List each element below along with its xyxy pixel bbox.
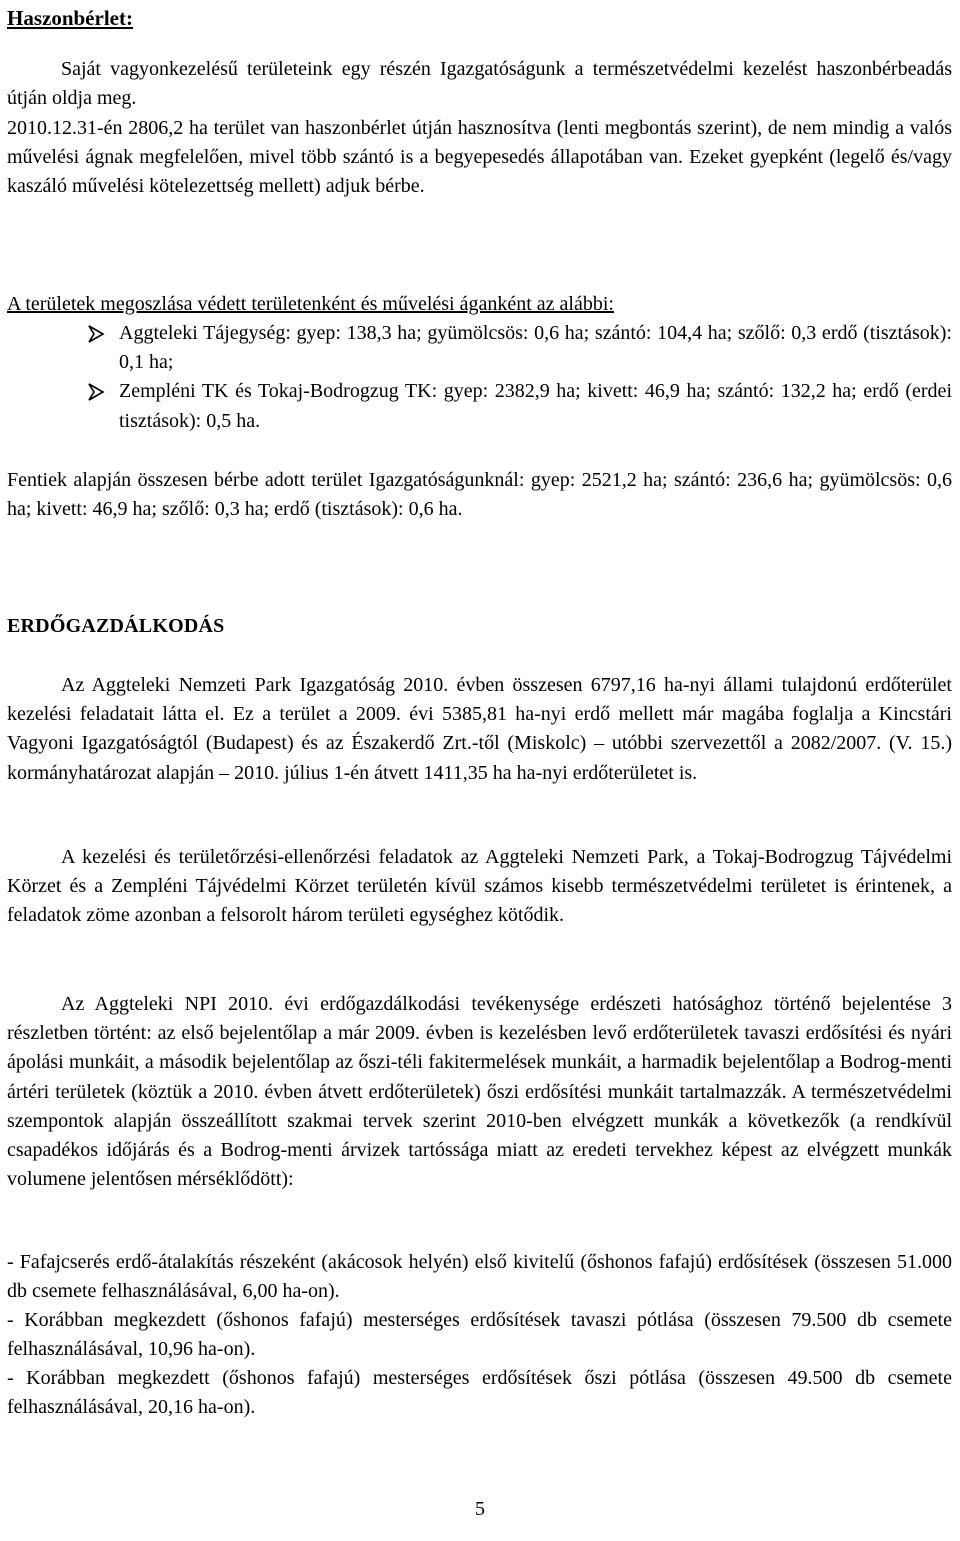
distribution-intro-text: A területek megoszlása védett területenként és művelési áganként az alábbi: [7,293,614,315]
list-item [7,319,952,377]
forestry-paragraph-3 [7,990,952,1194]
forestry-paragraph-2 [7,843,952,931]
list-item-text: Zempléni TK és Tokaj-Bodrogzug TK: gyep: 2382,9 ha; kivett: 46,9 ha; szántó: 132,2 ha; erdő (erdei tisztások): 0,5 ha. [119,380,952,432]
lease-heading: Haszonbérlet: [7,6,133,30]
forestry-paragraph-2-text: A kezelési és területőrzési-ellenőrzési feladatok az Aggteleki Nemzeti Park, a Tokaj-Bodrogzug Tájvédelmi Körzet és a Zempléni Tájvédelmi Körzet területén kívül számos kisebb természetvédelmi területet is érintenek, a feladatok zöme azonban a felsorolt három területi egységhez kötődik. [7,846,952,927]
forestry-dash-item-2: - Korábban megkezdett (őshonos fafajú) mesterséges erdősítések tavaszi pótlása (összesen 79.500 db csemete felhasználásával, 10,96 ha-on). [7,1309,952,1361]
page-number: 5 [475,1498,485,1520]
forestry-section-title: ERDŐGAZDÁLKODÁS [7,615,225,637]
forestry-dash-item-3: - Korábban megkezdett (őshonos fafajú) mesterséges erdősítések őszi pótlása (összesen 49.500 db csemete felhasználásával, 20,16 ha-on). [7,1367,952,1419]
lease-summary: Fentiek alapján összesen bérbe adott terület Igazgatóságunknál: gyep: 2521,2 ha; szántó: 236,6 ha; gyümölcsös: 0,6 ha; kivett: 46,9 ha; szőlő: 0,3 ha; erdő (tisztások): 0,6 ha. [7,469,952,521]
forestry-paragraph-3-text: Az Aggteleki NPI 2010. évi erdőgazdálkodási tevékenysége erdészeti hatósághoz történő bejelentése 3 részletben történt: az első bejelentőlap a már 2009. évben is kezelésben levő erdőterületek tavaszi erdősítési és nyári ápolási munkáit, a második bejelentőlap az őszi-téli fakitermelések munkáit, a harmadik bejelentőlap a Bodrog-menti ártéri területek (köztük a 2010. évben átvett erdőterületek) őszi erdősítési munkáit tartalmazzák. A természetvédelmi szempontok alapján összeállított szakmai tervek szerint 2010-ben elvégzett munkák a következők (a rendkívül csapadékos időjárás és a Bodrog-menti árvizek tartóssága miatt az eredeti tervekhez képest az elvégzett munkák volumene jelentősen mérséklődött): [7,993,952,1191]
distribution-list [7,319,952,436]
list-item [7,377,952,435]
lease-paragraph-2: 2010.12.31-én 2806,2 ha terület van haszonbérlet útján hasznosítva (lenti megbontás szerint), de nem mindig a valós művelési ágnak megfelelően, mivel több szántó is a begyepesedés állapotában van. Ezeket gyepként (legelő és/vagy kaszáló művelési kötelezettség mellett) adjuk bérbe. [7,117,952,198]
list-item-text: Aggteleki Tájegység: gyep: 138,3 ha; gyümölcsös: 0,6 ha; szántó: 104,4 ha; szőlő: 0,3 erdő (tisztások): 0,1 ha; [119,322,952,374]
lease-paragraph-1-text: Saját vagyonkezelésű területeink egy részén Igazgatóságunk a természetvédelmi kezelést haszonbérbeadás útján oldja meg. [7,58,952,110]
distribution-intro [7,290,952,319]
lease-paragraph-1 [7,55,952,113]
forestry-dash-item-1: - Fafajcserés erdő-átalakítás részeként (akácosok helyén) első kivitelű (őshonos fafajú) erdősítések (összesen 51.000 db csemete felhasználásával, 6,00 ha-on). [7,1251,952,1303]
forestry-paragraph-1-text: Az Aggteleki Nemzeti Park Igazgatóság 2010. évben összesen 6797,16 ha-nyi állami tulajdonú erdőterület kezelési feladatait látta el. Ez a terület a 2009. évi 5385,81 ha-nyi erdő mellett már magába foglalja a Kincstári Vagyoni Igazgatóságtól (Budapest) és az Északerdő Zrt.-től (Miskolc) – utóbbi szervezettől a 2082/2007. (V. 15.) kormányhatározat alapján – 2010. július 1-én átvett 1411,35 ha ha-nyi erdőterületet is. [7,674,952,784]
forestry-paragraph-1 [7,671,952,788]
